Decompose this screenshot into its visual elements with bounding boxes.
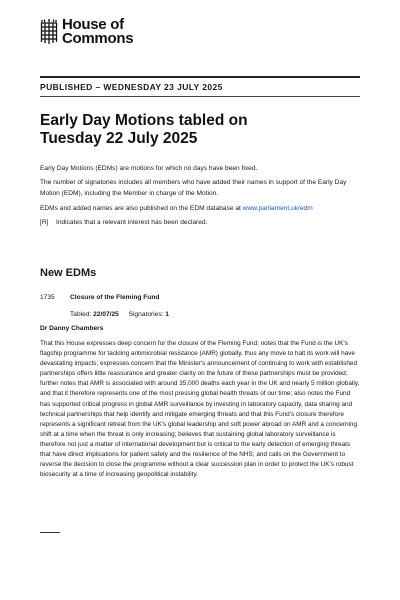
edm-member: Dr Danny Chambers [40,325,104,332]
intro-text [40,164,362,232]
signatories-count: 1 [165,311,169,318]
intro-paragraph-4-text: Indicates that a relevant interest has been declared. [56,218,208,226]
interest-flag: [R] [40,218,49,226]
intro-paragraph-1: Early Day Motions (EDMs) are motions for which no days have been fixed. [40,165,258,172]
edm-text: That this House expresses deep concern for the closure of the Fleming Fund; notes that the Fund is the UK's flagship programme for tackling antimicrobial resistance (AMR) globally, thus any move to halt its work will have devastating impacts; expresses concern that the Minister's announcement of continuing to work with established partnerships offers little reassurance and greater clarity on the future of these partnerships must be provided; further notes that AMR is associated with around 35,000 deaths each year in the UK and nearly 5 million globally, and that it therefore represents one of the most pressing global health threats of our time; also notes the Fund has supported critical progress in global AMR surveillance by investing in laboratory capacity, data sharing and technical partnerships that help identify and mitigate emerging threats and that this Fund's closure therefore represents a significant retreat from the UK's global leadership and soft power abroad on AMR and a concerning shift at a time when the threat is only increasing; believes that sustaining global laboratory surveillance is therefore not just a matter of international development but is critical to the early detection of emerging threats that have direct implications for patient safety and the resilience of the NHS; and calls on the Government to reverse the decision to close the programme without a clear succession plan in order to protect the UK's robust biosecurity at a time of increasing geopolitical instability. [40,340,360,479]
intro-paragraph-3-text: EDMs and added names are also published on the EDM database at [40,204,243,212]
intro-paragraph-4 [40,218,362,229]
page-title-line-2: Tuesday 22 July 2025 [40,130,198,147]
intro-paragraph-3 [40,204,362,215]
portcullis-icon [40,19,58,47]
tabled-label: Tabled: [70,311,92,318]
page-title-line-1: Early Day Motions tabled on [40,112,248,129]
end-rule [40,532,60,533]
logo-line-2: Commons [62,30,134,47]
published-date: PUBLISHED – WEDNESDAY 23 JULY 2025 [40,82,223,92]
edm-title: Closure of the Fleming Fund [70,294,160,301]
intro-paragraph-2: The number of signatories includes all members who have added their names in support of the Early Day Motion (EDM), including the Member in charge of the Motion. [40,179,347,198]
tabled-date: 22/07/25 [93,311,119,318]
page-title [40,112,360,148]
house-of-commons-logo [40,18,133,47]
header-rule-bottom [40,96,360,97]
edm-header [40,293,159,303]
edm-number: 1735 [40,294,55,301]
header-rule-top [40,76,360,78]
section-heading: New EDMs [40,267,97,279]
logo-line-1: House of [62,16,124,33]
edm-meta [70,310,169,320]
signatories-label: Signatories: [128,311,164,318]
edm-database-link[interactable]: www.parliament.uk/edm [242,204,313,212]
